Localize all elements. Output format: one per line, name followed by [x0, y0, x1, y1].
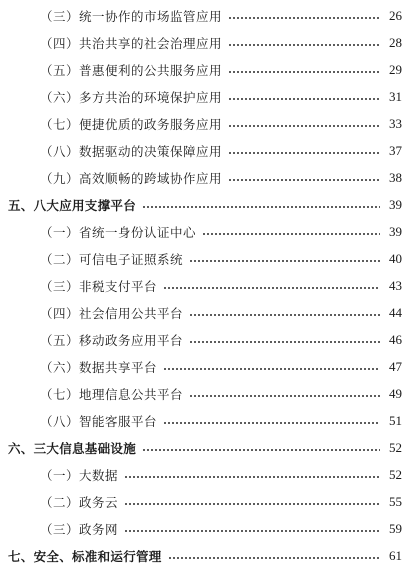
toc-entry-5-4[interactable]: [40, 303, 402, 323]
toc-chapter-5[interactable]: [8, 195, 402, 215]
toc-entry-label: （三）统一协作的市场监管应用: [40, 7, 226, 25]
toc-chapter-label: 六、三大信息基础设施: [8, 439, 140, 457]
dot-leader: [124, 530, 380, 532]
toc-chapter-6[interactable]: [8, 438, 402, 458]
toc-entry-label: （二）政务云: [40, 493, 122, 511]
toc-entry-page: 39: [382, 224, 402, 240]
toc-entry-5-8[interactable]: [40, 411, 402, 431]
toc-entry-5-6[interactable]: [40, 357, 402, 377]
dot-leader: [142, 206, 380, 208]
toc-entry-page: 31: [382, 89, 402, 105]
dot-leader: [142, 449, 380, 451]
dot-leader: [168, 557, 380, 559]
toc-entry-3-7[interactable]: [40, 114, 402, 134]
toc-entry-label: （二）可信电子证照系统: [40, 250, 187, 268]
dot-leader: [228, 71, 380, 73]
toc-entry-page: 39: [382, 197, 402, 213]
toc-entry-label: （七）便捷优质的政务服务应用: [40, 115, 226, 133]
dot-leader: [189, 260, 380, 262]
toc-entry-label: （八）数据驱动的决策保障应用: [40, 142, 226, 160]
toc-entry-5-3[interactable]: [40, 276, 402, 296]
toc-entry-page: 44: [382, 305, 402, 321]
dot-leader: [228, 44, 380, 46]
toc-entry-3-8[interactable]: [40, 141, 402, 161]
dot-leader: [228, 179, 380, 181]
toc-entry-5-5[interactable]: [40, 330, 402, 350]
toc-entry-page: 28: [382, 35, 402, 51]
toc-entry-3-5[interactable]: [40, 60, 402, 80]
toc-entry-6-3[interactable]: [40, 519, 402, 539]
toc-entry-page: 38: [382, 170, 402, 186]
dot-leader: [124, 476, 380, 478]
toc-entry-label: （五）普惠便利的公共服务应用: [40, 61, 226, 79]
toc-entry-label: （七）地理信息公共平台: [40, 385, 187, 403]
toc-entry-page: 55: [382, 494, 402, 510]
toc-entry-page: 26: [382, 8, 402, 24]
toc-entry-6-2[interactable]: [40, 492, 402, 512]
toc-entry-page: 51: [382, 413, 402, 429]
toc-entry-label: （三）政务网: [40, 520, 122, 538]
toc-entry-label: （一）省统一身份认证中心: [40, 223, 200, 241]
toc-entry-page: 43: [382, 278, 402, 294]
toc-entry-page: 61: [382, 548, 402, 564]
toc-entry-5-1[interactable]: [40, 222, 402, 242]
dot-leader: [189, 395, 380, 397]
toc-entry-3-4[interactable]: [40, 33, 402, 53]
dot-leader: [189, 341, 380, 343]
dot-leader: [202, 233, 380, 235]
toc-entry-page: 47: [382, 359, 402, 375]
toc-entry-page: 52: [382, 467, 402, 483]
toc-entry-label: （六）数据共享平台: [40, 358, 161, 376]
toc-entry-3-9[interactable]: [40, 168, 402, 188]
toc-chapter-label: 七、安全、标准和运行管理: [8, 547, 166, 565]
toc-entry-5-7[interactable]: [40, 384, 402, 404]
toc-entry-label: （六）多方共治的环境保护应用: [40, 88, 226, 106]
dot-leader: [163, 422, 380, 424]
dot-leader: [163, 287, 380, 289]
toc-entry-page: 59: [382, 521, 402, 537]
dot-leader: [124, 503, 380, 505]
toc-entry-page: 46: [382, 332, 402, 348]
toc-entry-label: （三）非税支付平台: [40, 277, 161, 295]
dot-leader: [228, 17, 380, 19]
toc-entry-6-1[interactable]: [40, 465, 402, 485]
toc-entry-label: （四）社会信用公共平台: [40, 304, 187, 322]
dot-leader: [228, 98, 380, 100]
toc-entry-page: 49: [382, 386, 402, 402]
toc-entry-page: 29: [382, 62, 402, 78]
dot-leader: [228, 152, 380, 154]
toc-chapter-7[interactable]: [8, 546, 402, 566]
dot-leader: [189, 314, 380, 316]
toc-entry-5-2[interactable]: [40, 249, 402, 269]
dot-leader: [228, 125, 380, 127]
dot-leader: [163, 368, 380, 370]
toc-entry-label: （五）移动政务应用平台: [40, 331, 187, 349]
toc-entry-3-3[interactable]: [40, 6, 402, 26]
toc-entry-3-6[interactable]: [40, 87, 402, 107]
toc-entry-page: 40: [382, 251, 402, 267]
toc-chapter-label: 五、八大应用支撑平台: [8, 196, 140, 214]
toc-entry-label: （九）高效顺畅的跨域协作应用: [40, 169, 226, 187]
toc-entry-page: 52: [382, 440, 402, 456]
toc-entry-label: （八）智能客服平台: [40, 412, 161, 430]
toc-entry-page: 33: [382, 116, 402, 132]
toc-entry-page: 37: [382, 143, 402, 159]
toc-entry-label: （一）大数据: [40, 466, 122, 484]
toc-entry-label: （四）共治共享的社会治理应用: [40, 34, 226, 52]
